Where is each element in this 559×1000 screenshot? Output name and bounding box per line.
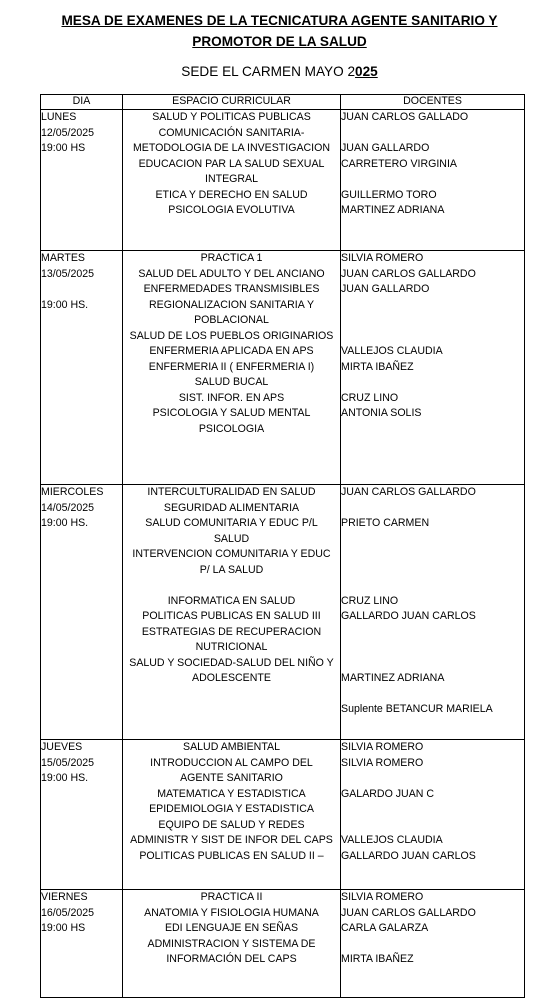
header-espacio-curricular: ESPACIO CURRICULAR [123,95,341,110]
subject-line: INFORMATICA EN SALUD [167,594,296,607]
subject-line: REGIONALIZACION SANITARIA Y [148,298,315,311]
schedule-row-viernes [41,890,525,998]
subject-line: ADMINISTR Y SIST DE INFOR DEL CAPS [130,834,333,846]
day-cell [41,251,123,485]
teacher-line [341,172,524,188]
subject-line: SALUD AMBIENTAL [183,741,280,753]
teacher-line [341,937,524,953]
header-dia: DIA [41,95,123,110]
day-line: MIERCOLES [41,486,104,498]
teacher-line [341,547,524,563]
day-cell [41,890,123,998]
teacher-line [341,578,524,594]
header-docentes: DOCENTES [341,95,525,110]
subjects-cell [123,890,341,998]
teacher-line [341,818,524,834]
subject-line: SALUD [213,532,250,545]
schedule-row-miercoles [41,485,525,740]
subject-line: INTEGRAL [205,173,258,185]
subject-line: PSICOLOGIA Y SALUD MENTAL [152,407,311,419]
teacher-line: PRIETO CARMEN [341,517,430,529]
subject-line: SALUD DEL ADULTO Y DEL ANCIANO [138,267,325,280]
subject-line: SALUD BUCAL [194,376,269,388]
teacher-line [341,640,524,656]
teacher-line: GALLARDO JUAN CARLOS [341,610,476,622]
document-title-line-2: PROMOTOR DE LA SALUD [192,34,367,49]
day-line: 16/05/2025 [41,906,95,919]
teacher-line: GUILLERMO TORO [341,188,437,201]
teachers-cell [341,251,525,485]
teacher-line [341,771,524,787]
day-cell [41,485,123,740]
teacher-line: JUAN CARLOS GALLADO [341,111,469,123]
subject-line: INTERVENCION COMUNITARIA Y EDUC [132,548,331,560]
teacher-line [341,501,524,517]
day-line: 14/05/2025 [41,501,95,514]
day-line: 19:00 HS. [41,517,89,529]
subject-line: PSICOLOGIA [198,422,265,435]
teacher-line: JUAN CARLOS GALLARDO [341,486,476,498]
teacher-line: SILVIA ROMERO [341,741,424,753]
header-row [41,95,525,110]
day-line: JUEVES [41,741,83,753]
teacher-line: JUAN GALLARDO [341,283,430,295]
teacher-line: SILVIA ROMERO [341,756,424,769]
teachers-cell [341,110,525,251]
subtitle-year-suffix: 025 [355,64,378,79]
schedule-row-martes [41,251,525,485]
subject-line: SALUD Y POLITICAS PUBLICAS [152,111,311,123]
subject-line: MATEMATICA Y ESTADISTICA [157,787,306,800]
teacher-line [341,422,524,438]
subject-line: AGENTE SANITARIO [180,772,283,784]
schedule-row-jueves [41,740,525,890]
teacher-line [341,687,524,703]
subject-line: NUTRICIONAL [195,641,268,653]
subject-line: ADOLESCENTE [192,672,271,684]
subject-line: ANATOMIA Y FISIOLOGIA HUMANA [144,906,319,919]
teacher-line: GALARDO JUAN C [341,787,435,800]
day-line: 13/05/2025 [41,267,95,280]
exam-schedule-table [40,94,525,998]
teacher-line [341,329,524,345]
subject-line: SEGURIDAD ALIMENTARIA [163,501,300,514]
teacher-line: Suplente BETANCUR MARIELA [341,703,493,715]
teacher-line [341,532,524,548]
teacher-line: MIRTA IBAÑEZ [341,360,414,373]
teacher-line [341,625,524,641]
teacher-line: JUAN GALLARDO [341,142,430,154]
teacher-line: VALLEJOS CLAUDIA [341,345,443,357]
teacher-line: SILVIA ROMERO [341,891,424,903]
subject-line: PRACTICA II [200,891,263,903]
subject-line: EQUIPO DE SALUD Y REDES [158,818,305,831]
teacher-line: MARTINEZ ADRIANA [341,672,445,684]
subject-line: EPIDEMIOLOGIA Y ESTADISTICA [149,803,314,815]
teachers-cell [341,890,525,998]
subject-line: POLITICAS PUBLICAS EN SALUD II – [139,849,324,862]
day-line: 19:00 HS. [41,298,89,311]
day-line: 19:00 HS [41,142,86,154]
day-line: 19:00 HS. [41,772,89,784]
subject-line: INFORMACIÓN DEL CAPS [166,953,297,965]
day-cell [41,740,123,890]
teacher-line: JUAN CARLOS GALLARDO [341,267,476,280]
subject-line: METODOLOGIA DE LA INVESTIGACION [132,142,330,154]
subjects-cell [123,485,341,740]
subject-line: SALUD COMUNITARIA Y EDUC P/L [145,517,318,529]
teacher-line [341,298,524,314]
teacher-line: SILVIA ROMERO [341,252,424,264]
subject-line: EDUCACION PAR LA SALUD SEXUAL [138,157,325,170]
subject-line: ENFERMEDADES TRANSMISIBLES [143,283,320,295]
document-subtitle [0,63,559,81]
subject-line: POBLACIONAL [194,314,269,326]
subject-line: SIST. INFOR. EN APS [178,391,285,404]
document-title-line-1: MESA DE EXAMENES DE LA TECNICATURA AGENTE SANITARIO Y [61,13,498,28]
teacher-line [341,313,524,329]
day-line: 12/05/2025 [41,126,95,139]
teacher-line: MIRTA IBAÑEZ [341,953,414,965]
day-cell [41,110,123,251]
teacher-line: MARTINEZ ADRIANA [341,204,445,216]
teacher-line: JUAN CARLOS GALLARDO [341,906,476,919]
teacher-line [341,802,524,818]
subject-line: PRACTICA 1 [200,252,263,264]
teacher-line: CARLA GALARZA [341,922,429,934]
schedule-row-lunes [41,110,525,251]
subject-line: EDI LENGUAJE EN SEÑAS [164,922,299,934]
teacher-line: CRUZ LINO [341,391,399,404]
subject-line: POLITICAS PUBLICAS EN SALUD III [142,610,321,622]
day-line: LUNES [41,111,77,123]
subjects-cell [123,110,341,251]
subject-line: P/ LA SALUD [199,563,264,576]
teacher-line [341,563,524,579]
day-line: 19:00 HS [41,922,86,934]
day-line [41,282,122,298]
subject-line: COMUNICACIÓN SANITARIA- [158,126,305,139]
day-line: MARTES [41,252,85,264]
subtitle-prefix: SEDE EL CARMEN MAYO 2 [181,64,356,79]
subjects-cell [123,251,341,485]
subject-line: SALUD DE LOS PUEBLOS ORIGINARIOS [129,329,334,342]
subject-line [123,578,340,594]
teachers-cell [341,740,525,890]
teacher-line: VALLEJOS CLAUDIA [341,834,443,846]
subject-line: INTERCULTURALIDAD EN SALUD [147,486,316,498]
teachers-cell [341,485,525,740]
subject-line: PSICOLOGIA EVOLUTIVA [168,204,295,216]
teacher-line: ANTONIA SOLIS [341,407,422,419]
subject-line: INTRODUCCION AL CAMPO DEL [150,756,313,769]
day-line: 15/05/2025 [41,756,95,769]
subject-line: ETICA Y DERECHO EN SALUD [155,188,308,201]
subject-line: ENFERMERIA II ( ENFERMERIA I) [148,360,315,373]
day-line: VIERNES [41,891,88,903]
teacher-line [341,375,524,391]
subject-line: SALUD Y SOCIEDAD-SALUD DEL NIÑO Y [129,656,334,669]
teacher-line [341,656,524,672]
teacher-line: GALLARDO JUAN CARLOS [341,849,476,862]
subject-line: ESTRATEGIAS DE RECUPERACION [141,625,322,638]
subject-line: ENFERMERIA APLICADA EN APS [149,345,314,357]
subject-line: ADMINISTRACION Y SISTEMA DE [147,937,316,950]
subjects-cell [123,740,341,890]
teacher-line: CARRETERO VIRGINIA [341,157,457,170]
teacher-line [341,126,524,142]
teacher-line: CRUZ LINO [341,594,399,607]
